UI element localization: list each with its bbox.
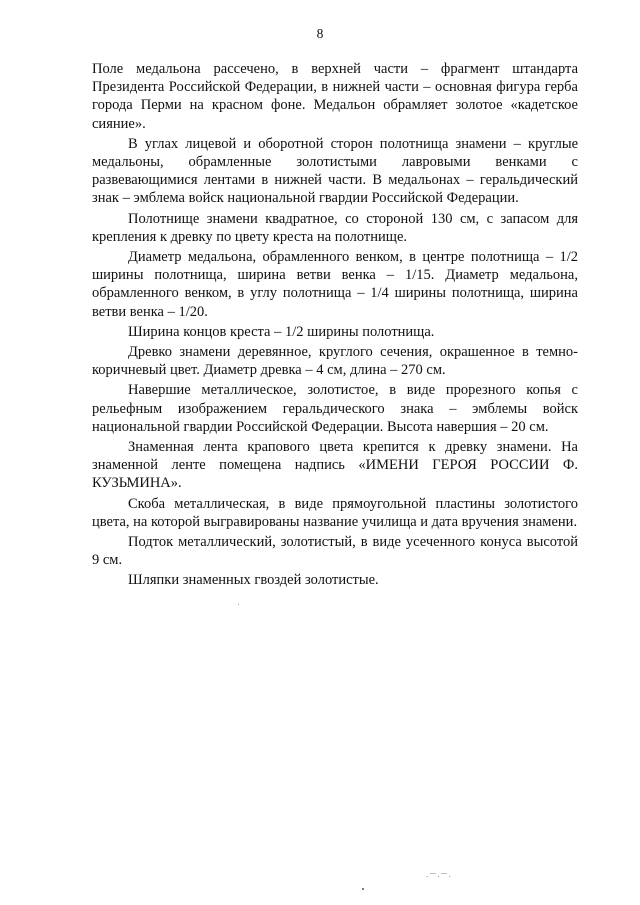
paragraph-banner-size: Полотнище знамени квадратное, со стороной 130 см, с запасом для крепления к древку по цвету креста на полотнище. [92, 210, 578, 245]
scan-dot [362, 888, 364, 890]
paragraph-medallion-field: Поле медальона рассечено, в верхней части – фрагмент штандарта Президента Российской Федерации, в нижней части – основная фигура герба города Перми на красном фоне. Медальон обрамляет золотое «кадетское сияние». [92, 61, 578, 132]
paragraph-nail-heads: Шляпки знаменных гвоздей золотистые. [128, 572, 379, 589]
page-number: 8 [316, 26, 324, 41]
paragraph-ribbon: Знаменная лента крапового цвета крепится к древку знамени. На знаменной ленте помещена надпись «ИМЕНИ ГЕРОЯ РОССИИ Ф. КУЗЬМИНА». [92, 439, 578, 492]
document-body [92, 60, 578, 590]
paragraph-butt-cap: Подток металлический, золотистый, в виде усеченного конуса высотой 9 см. [92, 534, 578, 569]
footer-mark: ·⌒·⌒· [426, 873, 452, 881]
paragraph-finial: Навершие металлическое, золотистое, в виде прорезного копья с рельефным изображением геральдического знака – эмблемы войск национальной гвардии Российской Федерации. Высота навершия – 20 см. [92, 382, 578, 435]
paragraph-cross-width: Ширина концов креста – 1/2 ширины полотнища. [128, 323, 435, 340]
scan-speck [238, 604, 239, 605]
paragraph-staff: Древко знамени деревянное, круглого сечения, окрашенное в темно-коричневый цвет. Диаметр древка – 4 см, длина – 270 см. [92, 344, 578, 379]
paragraph-medallion-diameter: Диаметр медальона, обрамленного венком, в центре полотнища – 1/2 ширины полотнища, ширина ветви венка – 1/15. Диаметр медальона, обрамленного венком, в углу полотнища – 1/4 ширины полотнища, ширина ветви венка – 1/20. [92, 249, 578, 320]
paragraph-bracket: Скоба металлическая, в виде прямоугольной пластины золотистого цвета, на которой выгравированы название училища и дата вручения знамени. [92, 495, 578, 530]
paragraph-corner-medallions: В углах лицевой и оборотной сторон полотнища знамени – круглые медальоны, обрамленные золотистыми лавровыми венками с развевающимися лентами в нижней части. В медальонах – геральдический знак – эмблема войск национальной гвардии Российской Федерации. [92, 135, 578, 207]
